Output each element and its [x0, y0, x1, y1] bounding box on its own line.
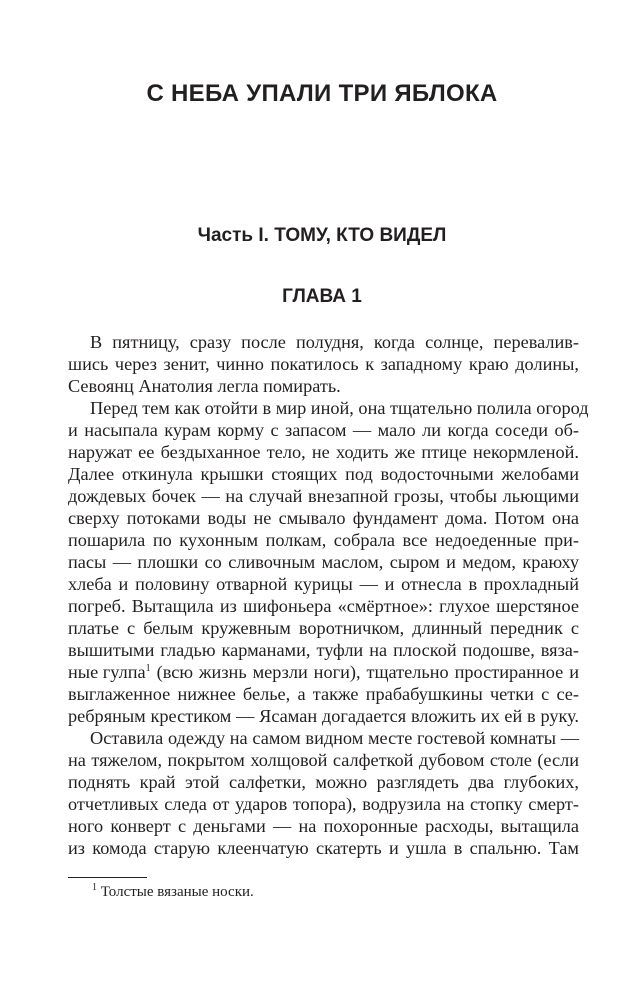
text-fragment: ные гулпа	[68, 662, 146, 682]
text-line: Оставила одежду на самом видном месте гостевой комнаты —	[90, 728, 579, 748]
text-line: Севоянц Анатолия легла помирать.	[68, 376, 341, 396]
text-line: пасы — плошки со сливочным маслом, сыром и медом, краюху	[68, 552, 579, 572]
text-line: из комода старую клеенчатую скатерть и ушла в спальню. Там	[68, 838, 579, 858]
text-line: погреб. Вытащила из шифоньера «смёртное»: глухое шерстяное	[68, 596, 579, 616]
text-line: ребряным крестиком — Ясаман догадается вложить их ей в руку.	[68, 706, 579, 726]
chapter-title: ГЛАВА 1	[282, 286, 362, 307]
text-line: дождевых бочек — на случай внезапной грозы, чтобы льющими	[68, 486, 579, 506]
footnote	[92, 884, 254, 901]
text-line: отчетливых следа от ударов топора), водрузила на стопку смерт-	[68, 794, 579, 814]
text-line: поднять край этой салфетки, можно разглядеть два глубоких,	[68, 772, 579, 792]
part-title: Часть I. ТОМУ, КТО ВИДЕЛ	[197, 225, 447, 246]
text-line: вышитыми гладью карманами, туфли на плоской подошве, вяза-	[68, 640, 579, 660]
text-line: шись через зенит, чинно покатилось к западному краю долины,	[68, 354, 579, 374]
text-line: выглаженное нижнее белье, а также прабабушкины четки с се-	[68, 684, 579, 704]
text-line: Перед тем как отойти в мир иной, она тщательно полила огород	[90, 398, 589, 418]
text-line: на тяжелом, покрытом холщовой салфеткой дубовом столе (если	[68, 750, 579, 770]
text-line: наружат ее бездыханное тело, не ходить же птице некормленой.	[68, 442, 579, 462]
text-line-start	[68, 661, 151, 683]
text-line	[68, 661, 579, 683]
text-line: сверху потоками воды не смывало фундамент дома. Потом она	[68, 508, 579, 528]
paragraph	[68, 727, 579, 859]
book-title: С НЕБА УПАЛИ ТРИ ЯБЛОКА	[146, 80, 498, 107]
text-line: ного конверт с деньгами — на похоронные расходы, вытащила	[68, 816, 579, 836]
footnote-marker: 1	[92, 882, 97, 893]
text-line: хлеба и половину отварной курицы — и отнесла в прохладный	[68, 574, 579, 594]
text-line: В пятницу, сразу после полудня, когда солнце, перевалив-	[90, 332, 579, 352]
paragraph	[68, 331, 579, 397]
text-line: платье с белым кружевным воротничком, длинный передник с	[68, 618, 579, 638]
paragraph	[68, 397, 589, 727]
text-line: пошарила по кухонным полкам, собрала все недоеденные при-	[68, 530, 579, 550]
text-line: и насыпала курам корму с запасом — мало ли когда соседи об-	[68, 420, 579, 440]
text-line-end: (всю жизнь мерзли ноги), тщательно простиранное и	[156, 662, 579, 682]
text-line: Далее откинула крышки стоящих под водосточными желобами	[68, 464, 579, 484]
footnote-ref: 1	[145, 662, 151, 674]
body-text	[68, 331, 589, 859]
footnote-text: Толстые вязаные носки.	[100, 884, 254, 900]
footnote-divider	[68, 877, 147, 878]
